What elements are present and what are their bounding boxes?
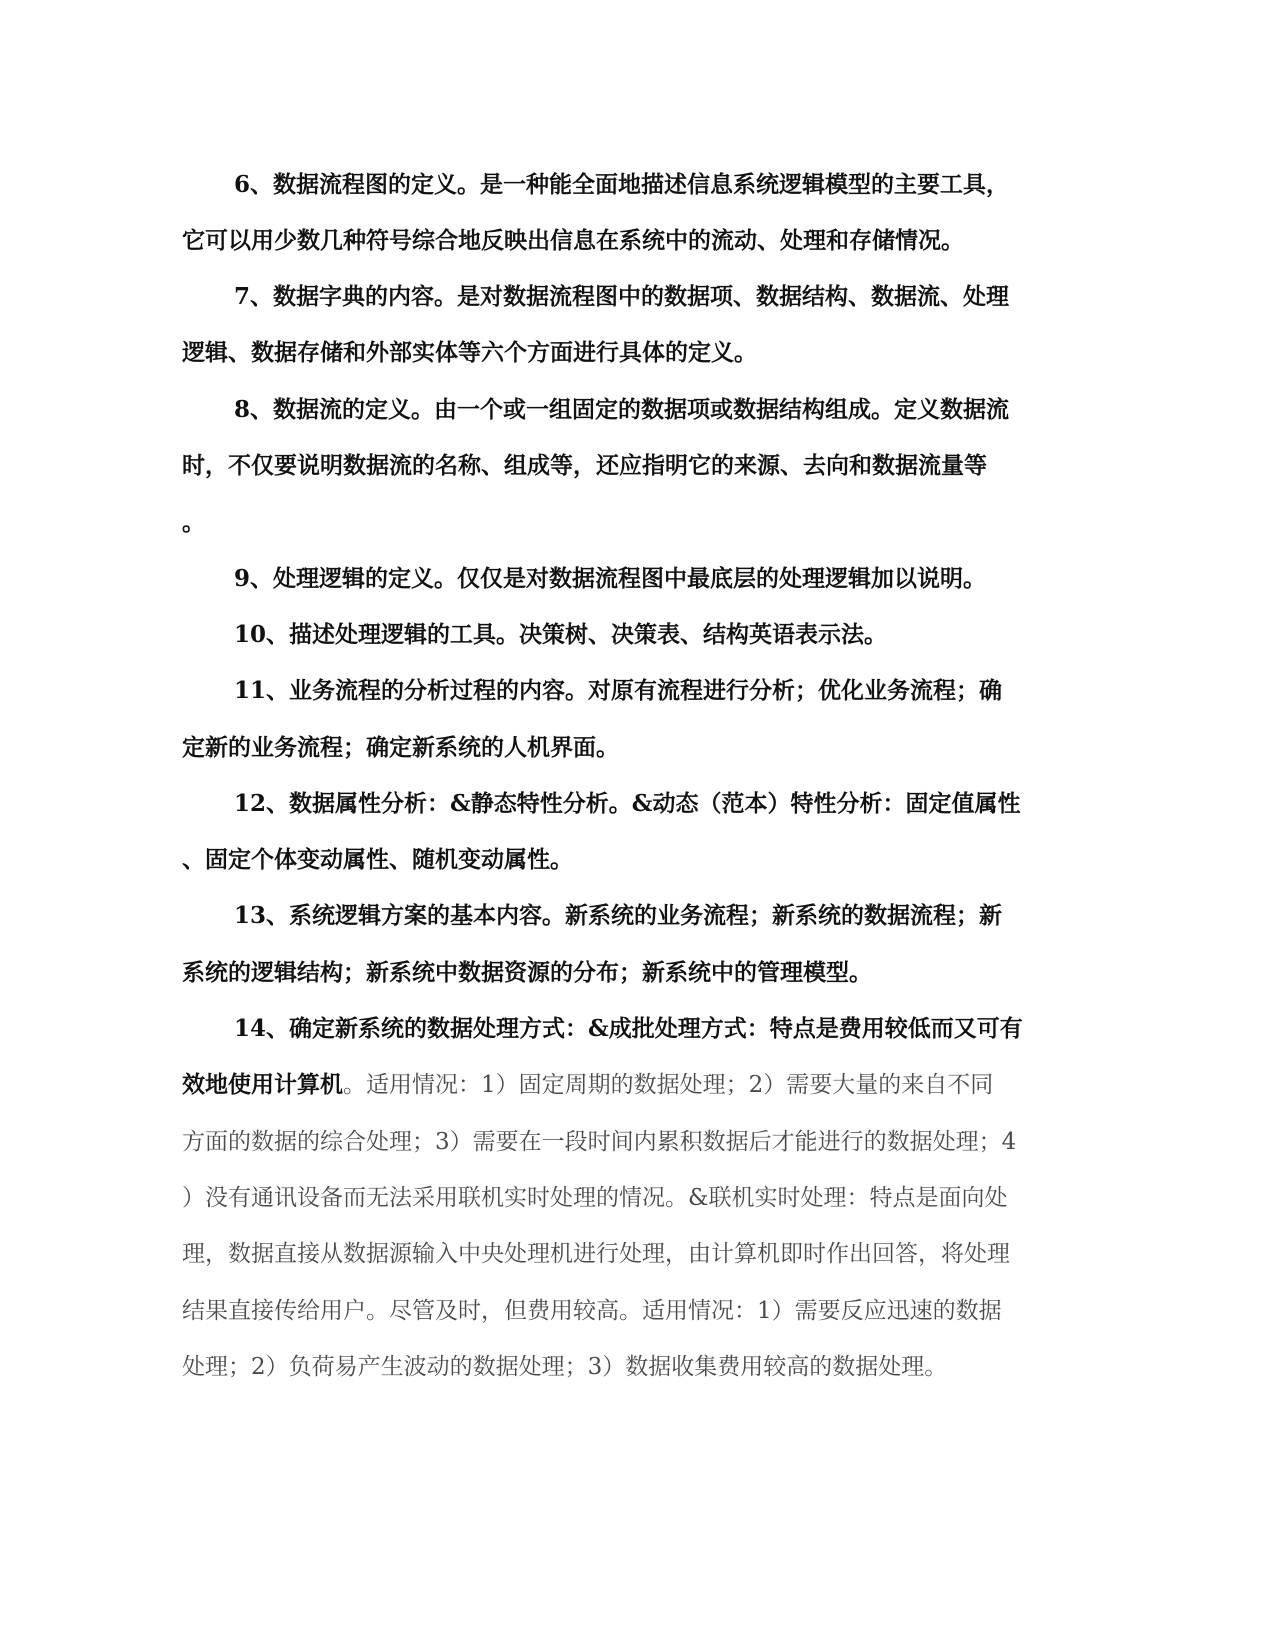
paragraph-14-line-1: 14、确定新系统的数据处理方式：&成批处理方式：特点是费用较低而又可有: [234, 1015, 1023, 1042]
paragraph-14-line-7: 处理；2）负荷易产生波动的数据处理；3）数据收集费用较高的数据处理。: [182, 1354, 948, 1380]
paragraph-14-line-2-rest: 。适用情况：1）固定周期的数据处理；2）需要大量的来自不同: [343, 1072, 994, 1098]
paragraph-13-line-1: 13、系统逻辑方案的基本内容。新系统的业务流程；新系统的数据流程；新: [234, 902, 1003, 929]
paragraph-14-line-5: 理，数据直接从数据源输入中央处理机进行处理，由计算机即时作出回答，将处理: [182, 1241, 1010, 1267]
paragraph-6-line-2: 它可以用少数几种符号综合地反映出信息在系统中的流动、处理和存储情况。: [182, 227, 964, 254]
paragraph-14-line-6: 结果直接传给用户。尽管及时，但费用较高。适用情况：1）需要反应迅速的数据: [182, 1298, 1002, 1324]
paragraph-8-line-2: 时，不仅要说明数据流的名称、组成等，还应指明它的来源、去向和数据流量等: [182, 452, 987, 479]
paragraph-12-line-1: 12、数据属性分析：&静态特性分析。&动态（范本）特性分析：固定值属性: [234, 790, 1021, 817]
paragraph-6-line-1: 6、数据流程图的定义。是一种能全面地描述信息系统逻辑模型的主要工具，: [234, 171, 1010, 198]
paragraph-8-line-3: 。: [182, 509, 205, 536]
paragraph-13-line-2: 系统的逻辑结构；新系统中数据资源的分布；新系统中的管理模型。: [182, 959, 872, 986]
paragraph-14-line-4: ）没有通讯设备而无法采用联机实时处理的情况。&联机实时处理：特点是面向处: [182, 1185, 1008, 1211]
paragraph-11-line-2: 定新的业务流程；确定新系统的人机界面。: [182, 734, 619, 761]
paragraph-8-line-1: 8、数据流的定义。由一个或一组固定的数据项或数据结构组成。定义数据流: [234, 396, 1010, 423]
paragraph-9-line-1: 9、处理逻辑的定义。仅仅是对数据流程图中最底层的处理逻辑加以说明。: [234, 565, 987, 592]
paragraph-14-line-2-bold: 效地使用计算机: [182, 1071, 343, 1098]
paragraph-11-line-1: 11、业务流程的分析过程的内容。对原有流程进行分析；优化业务流程；确: [234, 677, 1003, 704]
paragraph-14-line-2: [182, 1070, 993, 1100]
paragraph-12-line-2: 、固定个体变动属性、随机变动属性。: [182, 846, 573, 873]
paragraph-14-line-3: 方面的数据的综合处理；3）需要在一段时间内累积数据后才能进行的数据处理；4: [182, 1129, 1017, 1155]
paragraph-7-line-1: 7、数据字典的内容。是对数据流程图中的数据项、数据结构、数据流、处理: [234, 283, 1010, 310]
paragraph-10-line-1: 10、描述处理逻辑的工具。决策树、决策表、结构英语表示法。: [234, 621, 888, 648]
paragraph-7-line-2: 逻辑、数据存储和外部实体等六个方面进行具体的定义。: [182, 339, 757, 366]
